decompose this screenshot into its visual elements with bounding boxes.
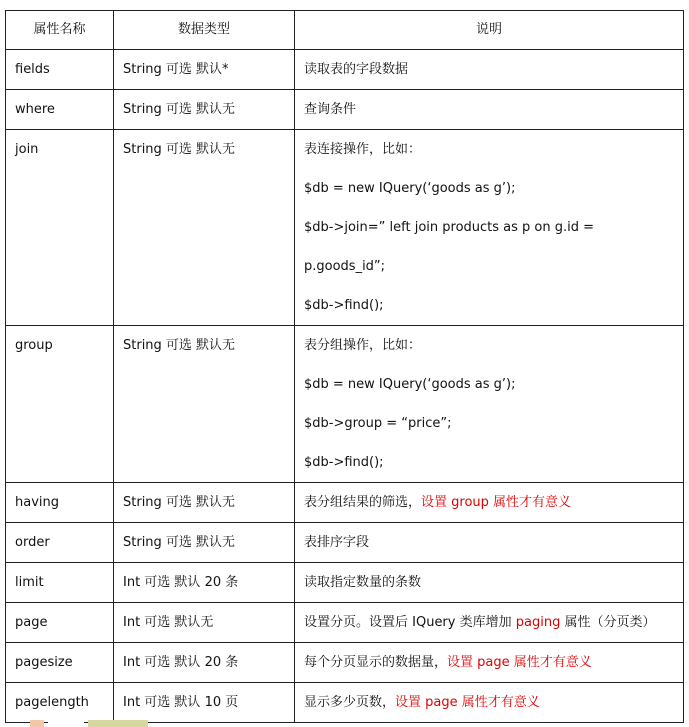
attr-desc xyxy=(295,523,684,563)
desc-text: 每个分页显示的数据量， xyxy=(304,655,448,670)
desc-line: $db->find(); xyxy=(304,298,384,313)
attr-desc xyxy=(295,130,684,326)
cropped-footer-decoration xyxy=(30,720,190,727)
attr-name: join xyxy=(6,130,114,326)
attr-name: pagelength xyxy=(6,683,114,723)
desc-line: 表排序字段 xyxy=(304,535,370,550)
attr-name: order xyxy=(6,523,114,563)
attr-name: fields xyxy=(6,50,114,90)
table-row xyxy=(6,90,684,130)
desc-line: 读取表的字段数据 xyxy=(304,62,409,77)
desc-line: $db = new IQuery(‘goods as g’); xyxy=(304,377,516,392)
desc-line: 表连接操作，比如： xyxy=(304,142,422,157)
attr-desc xyxy=(295,90,684,130)
attr-type: String 可选 默认无 xyxy=(114,90,295,130)
desc-text: 设置分页。设置后 IQuery 类库增加 xyxy=(304,615,516,630)
desc-text-tail: 属性（分页类） xyxy=(560,615,656,630)
attr-desc xyxy=(295,483,684,523)
desc-line: 读取指定数量的条数 xyxy=(304,575,422,590)
header-name: 属性名称 xyxy=(6,11,114,50)
desc-line: $db->group = “price”; xyxy=(304,416,452,431)
attributes-table xyxy=(5,10,684,723)
table-row xyxy=(6,130,684,326)
table-row xyxy=(6,326,684,483)
attr-type: String 可选 默认无 xyxy=(114,326,295,483)
desc-line: $db = new IQuery(‘goods as g’); xyxy=(304,181,516,196)
attr-name: where xyxy=(6,90,114,130)
desc-line: 表分组操作，比如： xyxy=(304,338,422,353)
attr-name: pagesize xyxy=(6,643,114,683)
attr-name: page xyxy=(6,603,114,643)
table-row xyxy=(6,523,684,563)
table-row xyxy=(6,603,684,643)
attr-desc xyxy=(295,603,684,643)
desc-text: 表分组结果的筛选， xyxy=(304,495,422,510)
desc-highlight: 设置 group 属性才有意义 xyxy=(421,495,572,510)
attr-type: String 可选 默认* xyxy=(114,50,295,90)
attr-type: String 可选 默认无 xyxy=(114,130,295,326)
attr-desc xyxy=(295,643,684,683)
attr-type: Int 可选 默认 20 条 xyxy=(114,643,295,683)
header-type: 数据类型 xyxy=(114,11,295,50)
attr-type: Int 可选 默认 20 条 xyxy=(114,563,295,603)
attr-name: having xyxy=(6,483,114,523)
desc-line: 查询条件 xyxy=(304,102,357,117)
table-row xyxy=(6,50,684,90)
attr-desc xyxy=(295,326,684,483)
attr-desc xyxy=(295,563,684,603)
header-desc: 说明 xyxy=(295,11,684,50)
table-row xyxy=(6,483,684,523)
attr-desc xyxy=(295,683,684,723)
desc-highlight: paging xyxy=(515,615,561,630)
attr-type: Int 可选 默认 10 页 xyxy=(114,683,295,723)
desc-highlight: 设置 page 属性才有意义 xyxy=(395,695,540,710)
table-header-row xyxy=(6,11,684,50)
table-row xyxy=(6,643,684,683)
desc-line: $db->join=” left join products as p on g.id = xyxy=(304,220,595,235)
desc-highlight: 设置 page 属性才有意义 xyxy=(447,655,592,670)
attr-name: limit xyxy=(6,563,114,603)
attr-type: String 可选 默认无 xyxy=(114,523,295,563)
attr-type: String 可选 默认无 xyxy=(114,483,295,523)
table-row xyxy=(6,563,684,603)
desc-line: $db->find(); xyxy=(304,455,384,470)
desc-line: p.goods_id”; xyxy=(304,259,386,274)
desc-text: 显示多少页数， xyxy=(304,695,396,710)
attr-type: Int 可选 默认无 xyxy=(114,603,295,643)
attr-desc xyxy=(295,50,684,90)
table-row xyxy=(6,683,684,723)
attr-name: group xyxy=(6,326,114,483)
